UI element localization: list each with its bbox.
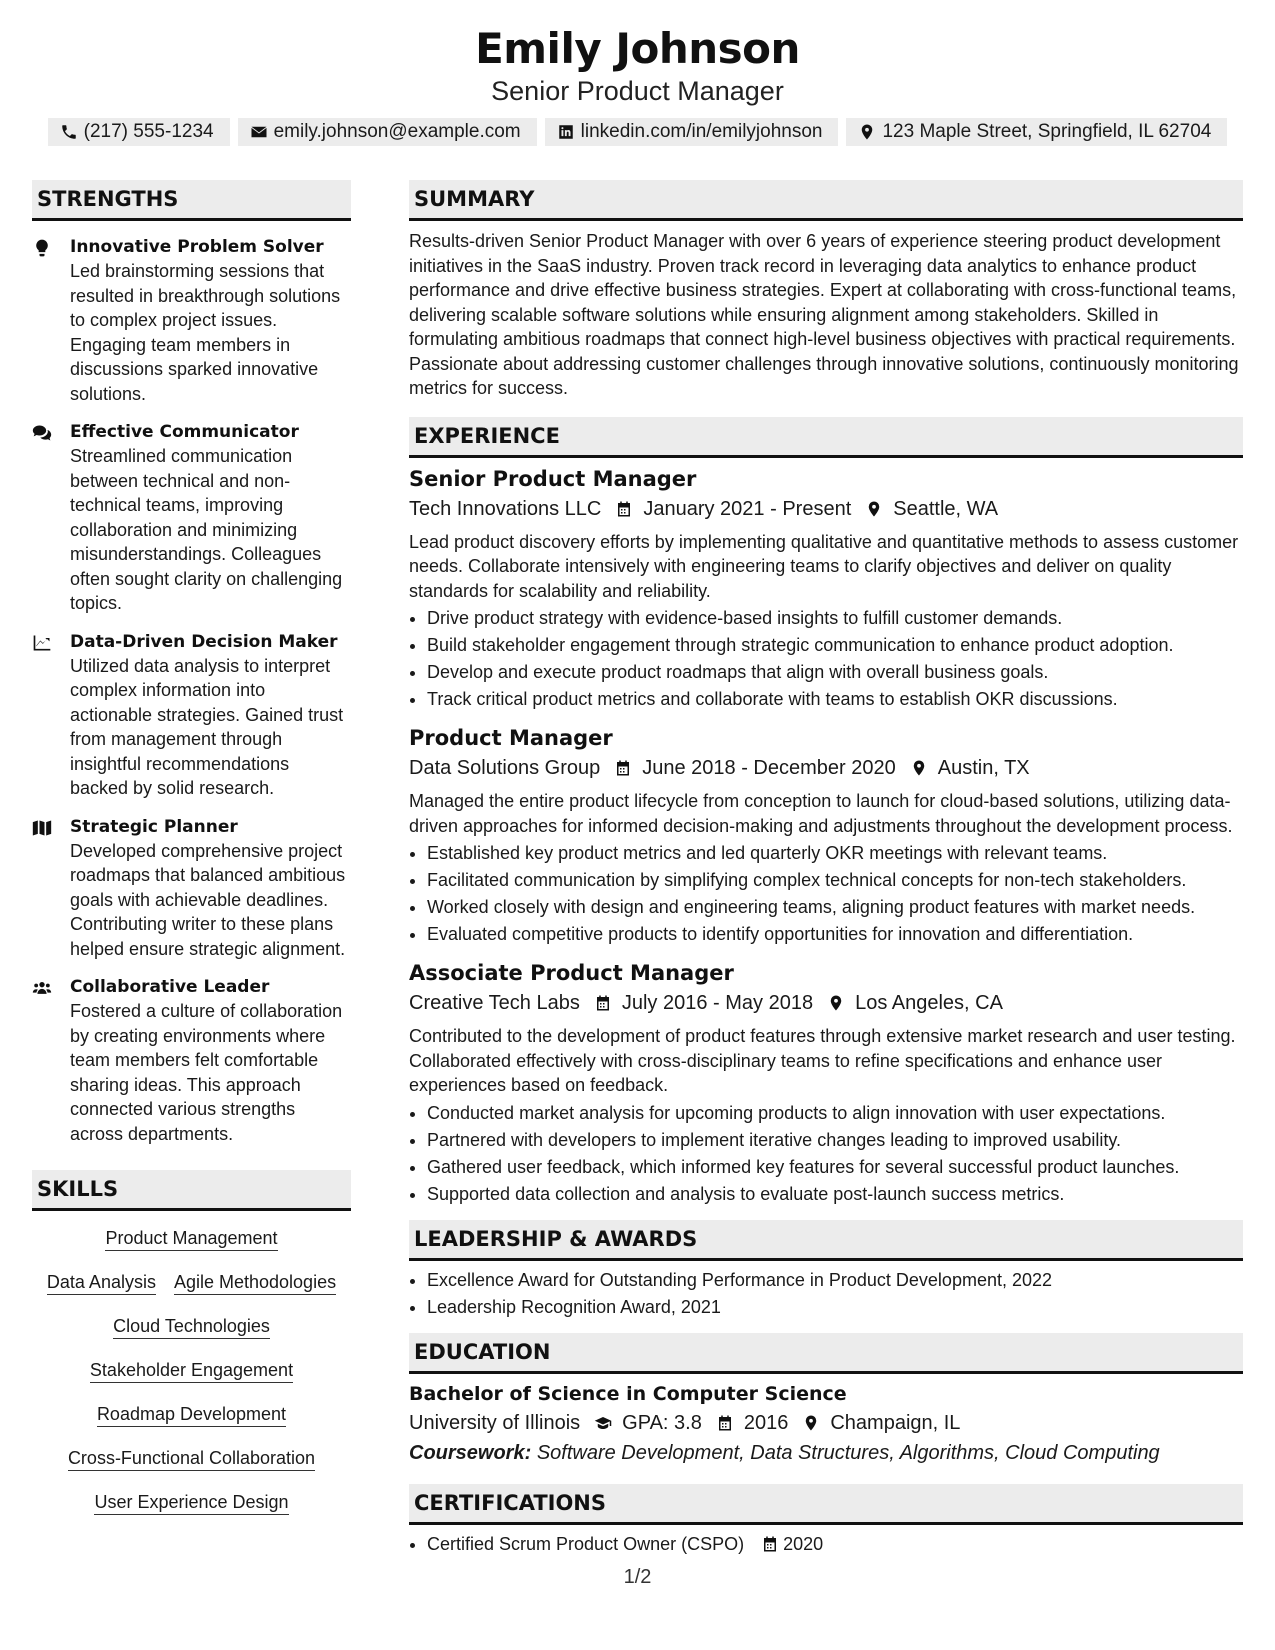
job-dates: January 2021 - Present	[643, 497, 852, 520]
candidate-title: Senior Product Manager	[491, 76, 784, 106]
certifications-heading: CERTIFICATIONS	[409, 1484, 1243, 1525]
strength-desc: Utilized data analysis to interpret complex information into actionable strategies. Gained trust from management through insightful recommendations backed by solid research.	[70, 655, 344, 798]
graduation-year: 2016	[743, 1411, 789, 1434]
strength-desc: Led brainstorming sessions that resulted in breakthrough solutions to complex project issues. Engaging team members in discussions sparked innovative solutions.	[70, 261, 341, 404]
skill-tag: User Experience Design	[94, 1491, 288, 1515]
company-name: Data Solutions Group	[409, 757, 601, 779]
education-meta	[409, 1408, 1243, 1438]
email-text[interactable]: emily.johnson@example.com	[273, 121, 521, 142]
strength-item	[32, 420, 351, 616]
job-entry	[409, 723, 1243, 948]
list-item: • Gathered user feedback, which informed key features for several successful product launches.	[427, 1154, 1243, 1181]
experience-heading: EXPERIENCE	[409, 417, 1243, 458]
job-bullets	[409, 605, 1243, 713]
calendar-icon	[761, 1535, 779, 1553]
map-pin-icon	[858, 123, 876, 141]
list-item: • Partnered with developers to implement iterative changes leading to improved usability.	[427, 1127, 1243, 1154]
list-item: • Supported data collection and analysis to evaluate post-launch success metrics.	[427, 1181, 1243, 1208]
list-item: • Leadership Recognition Award, 2021	[427, 1294, 1243, 1321]
calendar-icon	[614, 759, 632, 777]
strength-desc: Streamlined communication between technical and non-technical teams, improving collaboration and minimizing misunderstandings. Colleagues often sought clarity on challenging topics.	[70, 446, 343, 613]
job-meta	[409, 753, 1243, 783]
company-name: Creative Tech Labs	[409, 992, 580, 1014]
job-description: Managed the entire product lifecycle from conception to launch for cloud-based solutions, utilizing data-driven approaches for informed decision-making and adjustments throughout the development process.	[409, 791, 1233, 836]
certification-name: Certified Scrum Product Owner (CSPO)	[427, 1533, 745, 1554]
job-entry	[409, 464, 1243, 714]
list-item: • Develop and execute product roadmaps that align with overall business goals.	[427, 659, 1243, 686]
calendar-icon	[716, 1414, 734, 1432]
job-location: Austin, TX	[937, 757, 1030, 779]
skill-tag: Cross-Functional Collaboration	[68, 1447, 315, 1471]
list-item: • Track critical product metrics and collaborate with teams to establish OKR discussions.	[427, 686, 1243, 713]
skills-heading: SKILLS	[32, 1170, 351, 1211]
calendar-icon	[615, 500, 633, 518]
job-dates: June 2018 - December 2020	[642, 757, 896, 779]
phone-text: (217) 555-1234	[83, 121, 214, 142]
strength-desc: Developed comprehensive project roadmaps that balanced ambitious goals with achievable deadlines. Contributing writer to these plans helped ensure strategic alignment.	[70, 840, 346, 959]
graduation-cap-icon	[594, 1414, 612, 1432]
envelope-icon	[250, 123, 268, 141]
skill-tag: Cloud Technologies	[113, 1315, 270, 1339]
list-item: • Evaluated competitive products to identify opportunities for innovation and differentiation.	[427, 921, 1243, 948]
strength-title: Innovative Problem Solver	[70, 237, 324, 257]
list-item: • Worked closely with design and engineering teams, aligning product features with market needs.	[427, 894, 1243, 921]
gpa-value: GPA: 3.8	[622, 1411, 702, 1434]
certification-year: 2020	[783, 1533, 824, 1554]
contact-email[interactable]	[238, 118, 537, 146]
list-item: • Drive product strategy with evidence-based insights to fulfill customer demands.	[427, 605, 1243, 632]
address-text: 123 Maple Street, Springfield, IL 62704	[882, 121, 1212, 142]
summary-text: Results-driven Senior Product Manager with over 6 years of experience steering product development initiatives in the SaaS industry. Proven track record in leveraging data analytics to enhance product performance and drive effective business strategies. Expert at collaborating with cross-functional teams, delivering scalable software solutions while ensuring alignment among stakeholders. Skilled in formulating ambitious roadmaps that connect high-level business objectives with practical requirements. Passionate about addressing customer challenges through innovative solutions, continuously monitoring metrics for success.	[409, 231, 1239, 398]
contact-linkedin[interactable]	[545, 118, 839, 146]
job-title: Associate Product Manager	[409, 961, 734, 985]
skill-tag: Agile Methodologies	[174, 1271, 336, 1295]
chart-line-icon	[32, 633, 52, 653]
summary-heading: SUMMARY	[409, 180, 1243, 221]
job-location: Los Angeles, CA	[855, 992, 1003, 1014]
page-number: 1/2	[623, 1566, 652, 1588]
strength-title: Data-Driven Decision Maker	[70, 631, 338, 652]
strength-title: Effective Communicator	[70, 422, 299, 442]
coursework-label: Coursework:	[409, 1441, 532, 1464]
skills-list	[32, 1227, 351, 1515]
strength-item	[32, 235, 351, 406]
strengths-heading: STRENGTHS	[32, 180, 351, 221]
linkedin-text[interactable]: linkedin.com/in/emilyjohnson	[580, 121, 823, 142]
map-icon	[32, 818, 52, 838]
job-bullets	[409, 840, 1243, 948]
map-pin-icon	[910, 759, 928, 777]
job-meta	[409, 988, 1243, 1018]
awards-heading: LEADERSHIP & AWARDS	[409, 1220, 1243, 1261]
job-meta	[409, 494, 1243, 524]
education-heading: EDUCATION	[409, 1333, 1243, 1374]
comments-icon	[32, 423, 52, 443]
job-location: Seattle, WA	[893, 497, 999, 520]
list-item: • Build stakeholder engagement through strategic communication to enhance product adoption.	[427, 632, 1243, 659]
strength-item	[32, 630, 351, 801]
candidate-name: Emily Johnson	[475, 24, 800, 73]
list-item: • Established key product metrics and led quarterly OKR meetings with relevant teams.	[427, 840, 1243, 867]
list-item	[427, 1531, 1243, 1558]
phone-icon	[60, 123, 78, 141]
certifications-list	[409, 1531, 1243, 1558]
awards-list	[409, 1267, 1243, 1321]
skill-tag: Stakeholder Engagement	[90, 1359, 293, 1383]
linkedin-icon	[557, 123, 575, 141]
company-name: Tech Innovations LLC	[409, 497, 602, 520]
school-name: University of Illinois	[409, 1411, 581, 1434]
skill-tag: Roadmap Development	[97, 1403, 286, 1427]
list-item: • Excellence Award for Outstanding Performance in Product Development, 2022	[427, 1267, 1243, 1294]
users-icon	[32, 978, 52, 998]
school-location: Champaign, IL	[830, 1411, 961, 1434]
job-dates: July 2016 - May 2018	[621, 992, 814, 1014]
right-column	[409, 180, 1243, 1558]
skill-tag: Product Management	[105, 1227, 277, 1251]
lightbulb-icon	[32, 238, 52, 258]
coursework	[409, 1438, 1243, 1468]
job-title: Product Manager	[409, 726, 613, 750]
contact-phone	[48, 118, 230, 146]
list-item: • Conducted market analysis for upcoming products to align innovation with user expectations.	[427, 1100, 1243, 1127]
degree-title: Bachelor of Science in Computer Science	[409, 1382, 847, 1405]
map-pin-icon	[865, 500, 883, 518]
coursework-text: Software Development, Data Structures, Algorithms, Cloud Computing	[536, 1441, 1160, 1464]
job-bullets	[409, 1100, 1243, 1208]
strength-title: Strategic Planner	[70, 816, 238, 837]
job-description: Contributed to the development of product features through extensive market research and user testing. Collaborated effectively with cross-disciplinary teams to refine specifications and enhance user experiences based on feedback.	[409, 1026, 1236, 1095]
left-column	[32, 180, 351, 1515]
skill-tag: Data Analysis	[47, 1271, 156, 1295]
strength-item	[32, 815, 351, 962]
map-pin-icon	[827, 994, 845, 1012]
job-description: Lead product discovery efforts by implementing qualitative and quantitative methods to assess customer needs. Collaborate intensively with engineering teams to clarify objectives and deliver on quality standards for scalability and reliability.	[409, 531, 1239, 601]
contact-bar	[0, 118, 1275, 146]
strength-desc: Fostered a culture of collaboration by creating environments where team members felt comfortable sharing ideas. This approach connected various strengths across departments.	[70, 1001, 343, 1144]
strength-title: Collaborative Leader	[70, 977, 270, 997]
strength-item	[32, 975, 351, 1146]
map-pin-icon	[802, 1414, 820, 1432]
list-item: • Facilitated communication by simplifying complex technical concepts for non-tech stakeholders.	[427, 867, 1243, 894]
contact-address	[846, 118, 1227, 146]
calendar-icon	[594, 994, 612, 1012]
job-entry	[409, 958, 1243, 1208]
job-title: Senior Product Manager	[409, 466, 697, 491]
resume-header	[0, 0, 1275, 146]
